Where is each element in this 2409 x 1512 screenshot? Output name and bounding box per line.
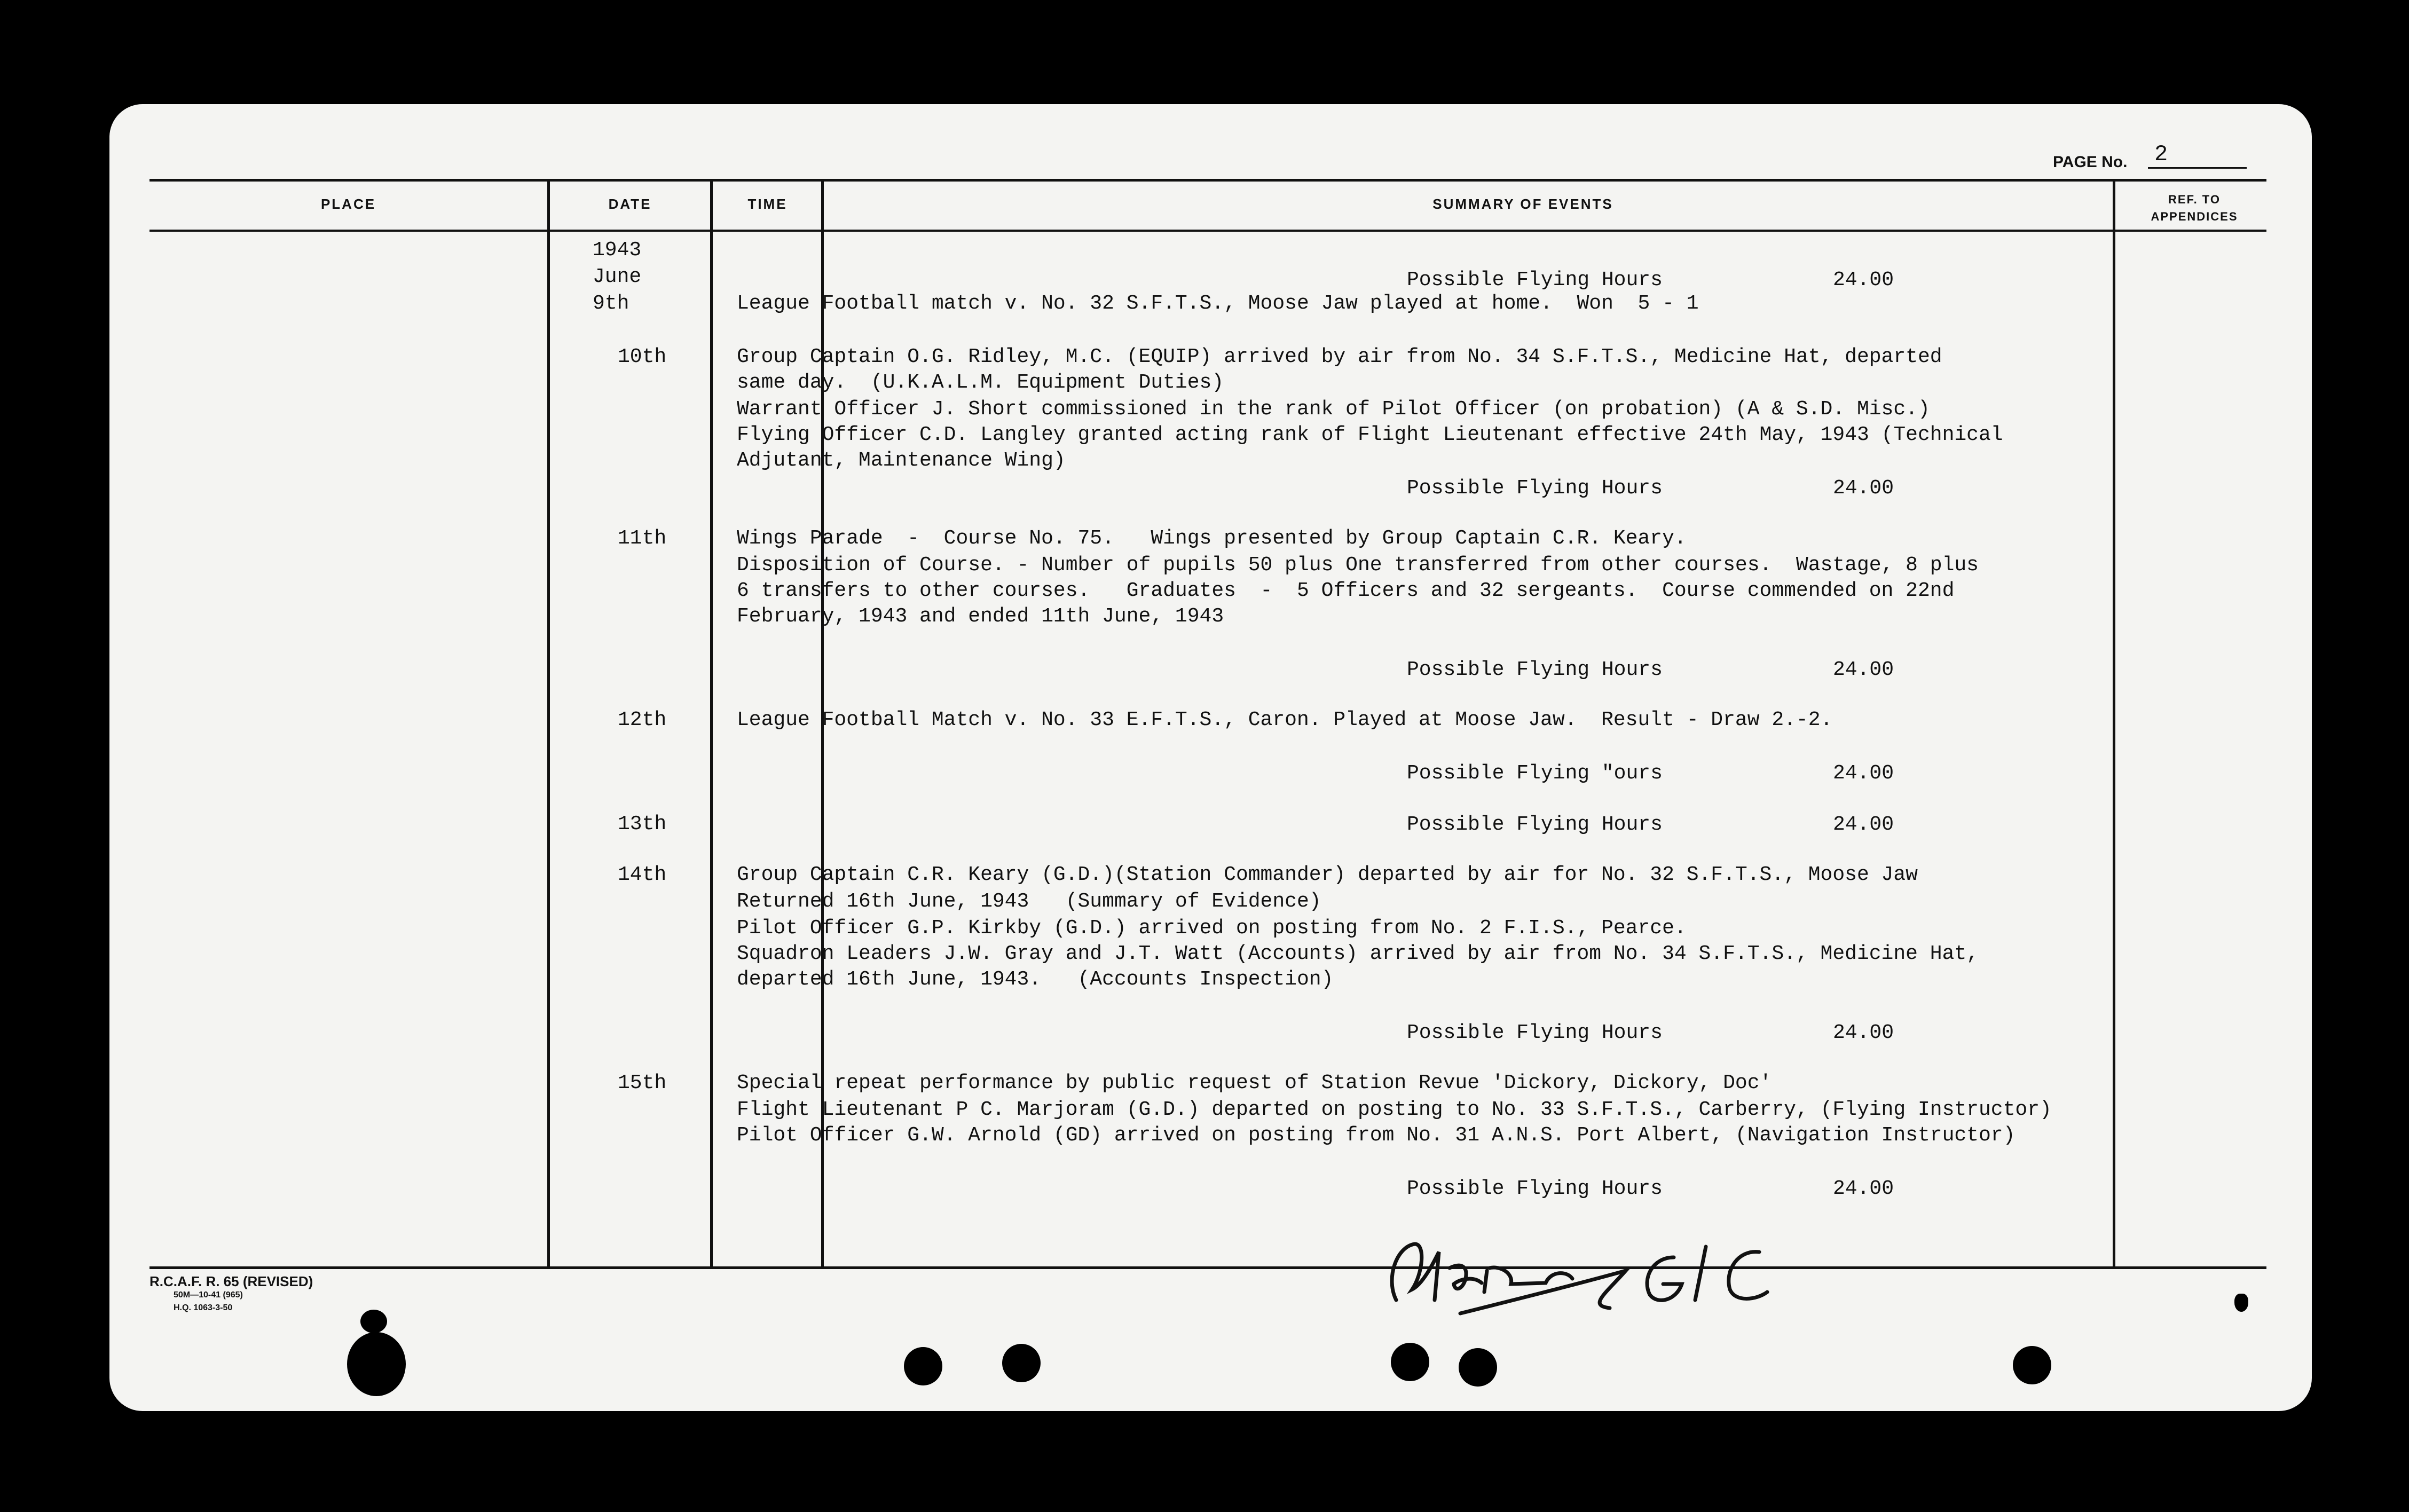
form-hq-code: H.Q. 1063-3-50 xyxy=(174,1303,233,1312)
flying-hours-value: 24.00 xyxy=(1833,813,1894,836)
column-header-time: TIME xyxy=(747,196,788,212)
date-10th: 10th xyxy=(618,345,667,368)
date-14th: 14th xyxy=(618,863,667,886)
flying-hours-value: 24.00 xyxy=(1833,269,1894,292)
header-top-rule xyxy=(149,179,2266,182)
entry-line: 6 transfers to other courses. Graduates - 5 Officers and 32 sergeants. Course commended on 22nd xyxy=(737,579,1955,602)
flying-hours-label: Possible Flying Hours xyxy=(1407,1177,1663,1200)
flying-hours-value: 24.00 xyxy=(1833,1021,1894,1044)
entry-line: same day. (U.K.A.L.M. Equipment Duties) xyxy=(737,371,1224,394)
punch-hole xyxy=(904,1347,942,1385)
date-year: 1943 xyxy=(593,239,642,262)
page-number: 2 xyxy=(2154,141,2168,167)
entry-line: Returned 16th June, 1943 (Summary of Evidence) xyxy=(737,890,1321,913)
ink-blot xyxy=(334,1305,414,1401)
entry-line: Pilot Officer G.W. Arnold (GD) arrived on posting from No. 31 A.N.S. Port Albert, (Navigation Instructor) xyxy=(737,1124,2016,1147)
date-15th: 15th xyxy=(618,1072,667,1094)
date-12th: 12th xyxy=(618,708,667,731)
divider-place-date xyxy=(547,180,550,1269)
punch-hole xyxy=(1459,1348,1497,1387)
entry-line: League Football Match v. No. 33 E.F.T.S., Caron. Played at Moose Jaw. Result - Draw 2.-2. xyxy=(737,708,1833,731)
entry-line: Flying Officer C.D. Langley granted acting rank of Flight Lieutenant effective 24th May, 1943 (Technical xyxy=(737,423,2003,446)
divider-date-time xyxy=(710,180,713,1269)
entry-line: League Football match v. No. 32 S.F.T.S., Moose Jaw played at home. Won 5 - 1 xyxy=(737,292,1699,315)
form-print-code: 50M—10-41 (965) xyxy=(174,1290,243,1300)
entry-line: Squadron Leaders J.W. Gray and J.T. Watt (Accounts) arrived by air from No. 34 S.F.T.S., Medicine Hat, xyxy=(737,942,1979,965)
entry-line: Group Captain C.R. Keary (G.D.)(Station Commander) departed by air for No. 32 S.F.T.S., Moose Jaw xyxy=(737,863,1918,886)
punch-hole xyxy=(1002,1344,1041,1382)
header-bottom-rule xyxy=(149,230,2266,232)
date-13th: 13th xyxy=(618,813,667,836)
flying-hours-label: Possible Flying "ours xyxy=(1407,762,1663,785)
date-11th: 11th xyxy=(618,527,667,550)
flying-hours-label: Possible Flying Hours xyxy=(1407,269,1663,292)
entry-line: Warrant Officer J. Short commissioned in the rank of Pilot Officer (on probation) (A & S.D. Misc.) xyxy=(737,398,1930,421)
column-header-summary: SUMMARY OF EVENTS xyxy=(1432,196,1613,212)
flying-hours-value: 24.00 xyxy=(1833,762,1894,785)
page-number-underline xyxy=(2148,167,2247,169)
column-header-place: PLACE xyxy=(320,196,376,212)
flying-hours-label: Possible Flying Hours xyxy=(1407,477,1663,500)
form-number: R.C.A.F. R. 65 (REVISED) xyxy=(149,1273,313,1289)
punch-hole xyxy=(2013,1346,2051,1384)
entry-line: Group Captain O.G. Ridley, M.C. (EQUIP) arrived by air from No. 34 S.F.T.S., Medicine Hat, departed xyxy=(737,345,1942,368)
entry-line: February, 1943 and ended 11th June, 1943 xyxy=(737,605,1224,628)
flying-hours-label: Possible Flying Hours xyxy=(1407,658,1663,681)
flying-hours-value: 24.00 xyxy=(1833,658,1894,681)
column-header-ref-2: APPENDICES xyxy=(2151,210,2238,223)
form-card xyxy=(109,104,2312,1411)
column-header-ref-1: REF. TO xyxy=(2168,193,2221,206)
flying-hours-label: Possible Flying Hours xyxy=(1407,1021,1663,1044)
date-month: June xyxy=(593,265,642,288)
entry-line: Flight Lieutenant P C. Marjoram (G.D.) departed on posting to No. 33 S.F.T.S., Carberry, (Flying Instructor) xyxy=(737,1098,2052,1121)
entry-line: Pilot Officer G.P. Kirkby (G.D.) arrived on posting from No. 2 F.I.S., Pearce. xyxy=(737,917,1687,940)
divider-summary-ref xyxy=(2113,180,2115,1269)
entry-line: Adjutant, Maintenance Wing) xyxy=(737,449,1066,472)
entry-line: Wings Parade - Course No. 75. Wings presented by Group Captain C.R. Keary. xyxy=(737,527,1687,550)
flying-hours-value: 24.00 xyxy=(1833,1177,1894,1200)
punch-hole xyxy=(1391,1343,1429,1381)
page-label: PAGE No. xyxy=(2053,153,2128,171)
column-header-date: DATE xyxy=(608,196,652,212)
flying-hours-value: 24.00 xyxy=(1833,477,1894,500)
entry-line: departed 16th June, 1943. (Accounts Inspection) xyxy=(737,968,1334,991)
date-9th: 9th xyxy=(593,292,629,315)
flying-hours-label: Possible Flying Hours xyxy=(1407,813,1663,836)
signature-image xyxy=(1375,1220,1882,1327)
footer-rule xyxy=(149,1266,2266,1269)
ink-mark xyxy=(2234,1294,2248,1312)
entry-line: Special repeat performance by public request of Station Revue 'Dickory, Dickory, Doc' xyxy=(737,1072,1772,1094)
entry-line: Disposition of Course. - Number of pupils 50 plus One transferred from other courses. Wastage, 8 plus xyxy=(737,554,1979,577)
